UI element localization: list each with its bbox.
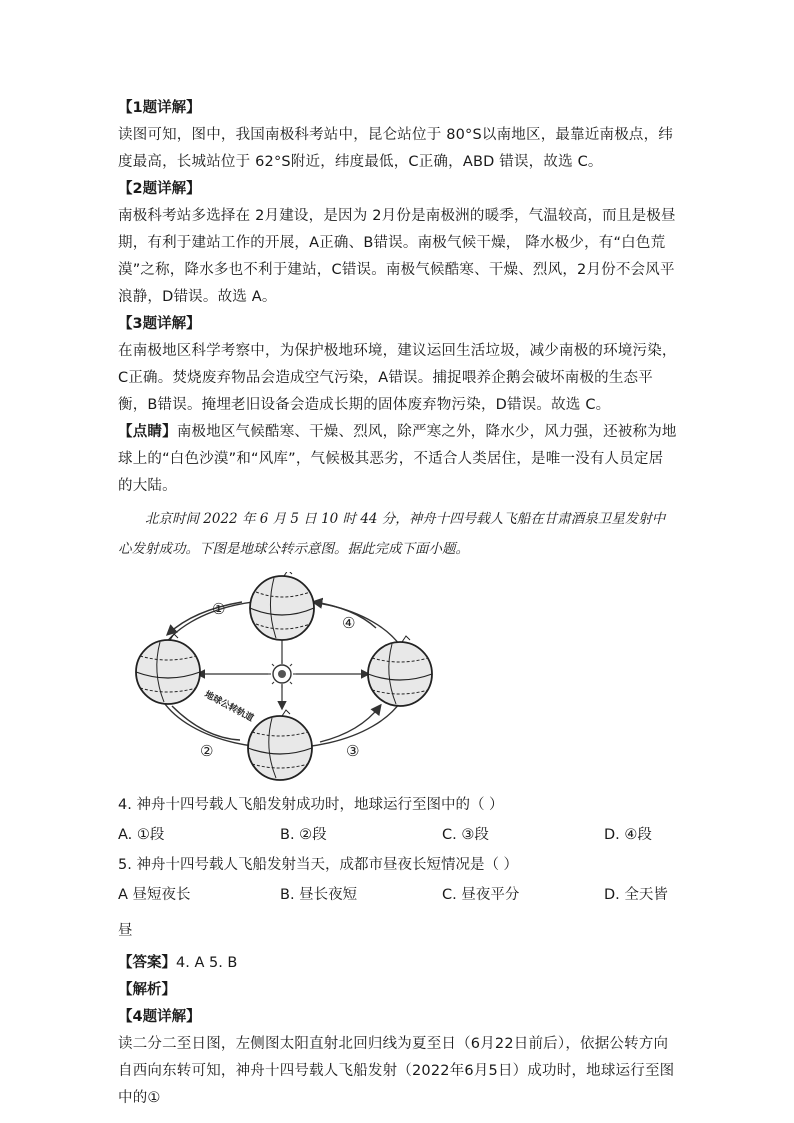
earth-revolution-figure xyxy=(124,572,444,790)
answer-line xyxy=(118,950,678,977)
q1-heading: 【1题详解】 xyxy=(118,100,201,116)
q5-option-b[interactable]: B. 昼长夜短 xyxy=(280,887,358,903)
q4-options xyxy=(118,820,678,850)
material-intro: 北京时间 2022 年 6 月 5 日 10 时 44 分，神舟十四号载人飞船在甘肃酒泉卫星发射中心发射成功。下图是地球公转示意图。据此完成下面小题。 xyxy=(118,511,666,557)
q4-stem: 4. 神舟十四号载人飞船发射成功时，地球运行至图中的（ ） xyxy=(118,797,504,813)
earth-left-icon xyxy=(136,634,200,704)
q5-option-d-overflow: 昼 xyxy=(118,923,133,939)
q5-option-d[interactable]: D. 全天皆 xyxy=(604,887,668,903)
q1-explanation: 读图可知，图中，我国南极科考站中，昆仑站位于 80°S以南地区，最靠近南极点，纬度最高，长城站位于 62°S附近，纬度最低，C正确，ABD 错误，故选 C。 xyxy=(118,127,674,170)
q4-detail-text: 读二分二至日图，左侧图太阳直射北回归线为夏至日（6月22日前后），依据公转方向自西向东转可知，神舟十四号载人飞船发射（2022年6月5日）成功时，地球运行至图中的① xyxy=(118,1036,675,1106)
q2-heading: 【2题详解】 xyxy=(118,181,201,197)
tip-text: 南极地区气候酷寒、干燥、烈风，除严寒之外，降水少，风力强，还被称为地球上的“白色沙漠”和“风库”，气候极其恶劣，不适合人类居住，是唯一没有人员定居的大陆。 xyxy=(118,424,677,494)
q5-options xyxy=(118,880,678,910)
tip-heading: 【点睛】 xyxy=(118,424,177,440)
orbit-diagram xyxy=(124,572,444,790)
sun-icon xyxy=(268,660,296,688)
earth-bottom-icon xyxy=(248,710,312,780)
q3-explanation: 在南极地区科学考察中，为保护极地环境，建议运回生活垃圾，减少南极的环境污染，C正确。焚烧废弃物品会造成空气污染，A错误。捕捉喂养企鹅会破坏南极的生态平衡，B错误。掩埋老旧设备会造成长期的固体废弃物污染，D错误。故选 C。 xyxy=(118,343,677,413)
q4-option-b[interactable]: B. ②段 xyxy=(280,827,327,843)
analysis-heading: 【解析】 xyxy=(118,982,176,998)
segment-label-4: ④ xyxy=(342,614,356,632)
earth-right-icon xyxy=(368,636,432,706)
q5-option-c[interactable]: C. 昼夜平分 xyxy=(442,887,520,903)
q3-heading: 【3题详解】 xyxy=(118,316,201,332)
q4-option-c[interactable]: C. ③段 xyxy=(442,827,489,843)
q4-detail-heading: 【4题详解】 xyxy=(118,1009,201,1025)
tip-paragraph xyxy=(118,419,678,500)
q2-explanation: 南极科考站多选择在 2月建设，是因为 2月份是南极洲的暖季，气温较高，而且是极昼期，有利于建站工作的开展，A正确、B错误。南极气候干燥， 降水极少，有“白色荒漠”之称，降水多也不利于建站，C错误。南极气候酷寒、干燥、烈风，2月份不会风平浪静，D错误。故选 A。 xyxy=(118,208,676,305)
answer-heading: 【答案】 xyxy=(118,955,176,971)
segment-label-3: ③ xyxy=(346,742,360,760)
earth-top-icon xyxy=(250,572,314,640)
q5-option-a[interactable]: A 昼短夜长 xyxy=(118,887,191,903)
orbit-label: 地球公转轨道 xyxy=(202,689,255,725)
q4-option-a[interactable]: A. ①段 xyxy=(118,827,165,843)
segment-label-2: ② xyxy=(200,742,214,760)
q5-stem: 5. 神舟十四号载人飞船发射当天，成都市昼夜长短情况是（ ） xyxy=(118,857,519,873)
segment-label-1: ① xyxy=(212,600,226,618)
answer-text: 4. A 5. B xyxy=(176,955,238,971)
content xyxy=(118,95,678,1112)
q4-option-d[interactable]: D. ④段 xyxy=(604,827,652,843)
